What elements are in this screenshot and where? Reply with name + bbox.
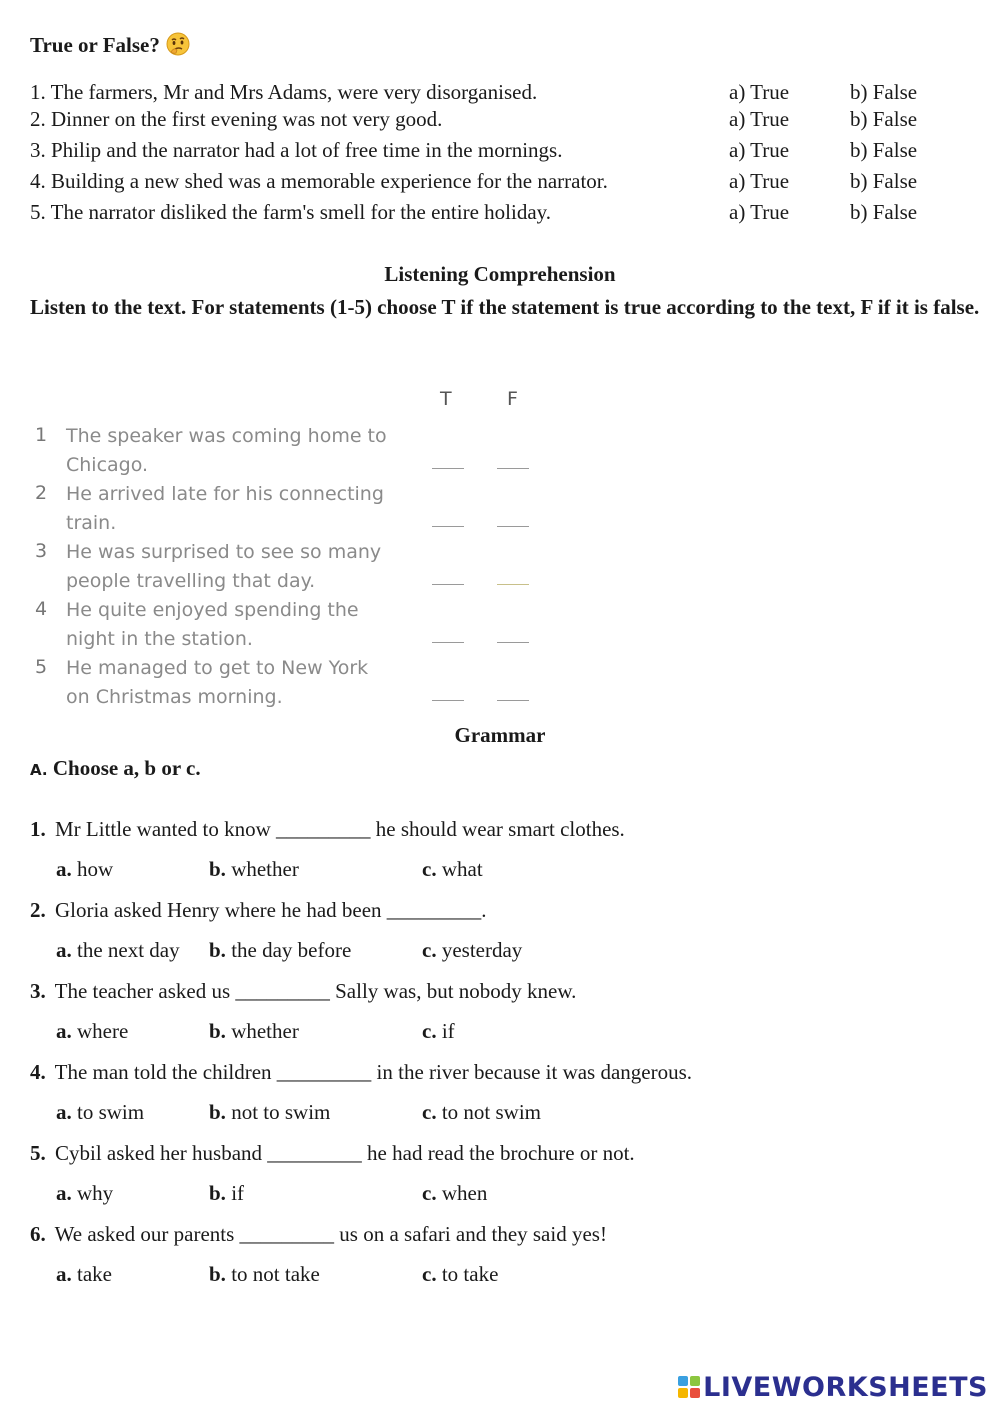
- tf-option-true[interactable]: a) True: [729, 107, 790, 131]
- grammar-question-5: [30, 1141, 635, 1166]
- tf-option-true[interactable]: a) True: [729, 138, 790, 162]
- liveworksheets-logo[interactable]: [678, 1372, 988, 1403]
- question-text: The man told the children _________ in the river because it was dangerous.: [54, 1060, 693, 1084]
- listening-title: Listening Comprehension: [384, 262, 616, 286]
- grammar-title: Grammar: [454, 723, 546, 747]
- tf-option-true[interactable]: a) True: [729, 169, 790, 193]
- option-c[interactable]: c. to take: [422, 1262, 499, 1286]
- question-number: 2.: [30, 898, 46, 922]
- question-text: Gloria asked Henry where he had been _________.: [55, 898, 487, 922]
- question-text: Cybil asked her husband _________ he had read the brochure or not.: [55, 1141, 635, 1165]
- option-c[interactable]: c. to not swim: [422, 1100, 542, 1124]
- lc-item-number: 2: [35, 482, 48, 504]
- tf-item-4: [30, 169, 970, 195]
- tf-option-false[interactable]: b) False: [850, 80, 918, 104]
- listening-instruction: Listen to the text. For statements (1-5) choose T if the statement is true according to the text, F if it is false.: [30, 295, 980, 319]
- option-c[interactable]: c. if: [422, 1019, 455, 1043]
- section-label: A.: [30, 761, 48, 779]
- question-number: 1.: [30, 817, 46, 841]
- thinking-face-icon: [166, 32, 190, 56]
- question-number: 3.: [30, 979, 46, 1003]
- option-c[interactable]: c. what: [422, 857, 483, 881]
- lc-item-number: 5: [35, 656, 48, 678]
- grammar-question-1: [30, 817, 625, 842]
- tf-item-5: [30, 200, 970, 226]
- option-b[interactable]: b. whether: [209, 857, 299, 881]
- tf-item-2: [30, 107, 970, 133]
- option-b[interactable]: b. to not take: [209, 1262, 320, 1286]
- tf-option-true[interactable]: a) True: [729, 80, 790, 104]
- grammar-question-2: [30, 898, 487, 923]
- option-b[interactable]: b. the day before: [209, 938, 352, 962]
- tf-option-false[interactable]: b) False: [850, 200, 918, 224]
- f-blank[interactable]: [497, 642, 529, 643]
- t-blank[interactable]: [432, 642, 464, 643]
- option-a[interactable]: a. how: [56, 857, 114, 881]
- lc-item-text: He quite enjoyed spending the night in the station.: [66, 599, 359, 650]
- grammar-question-4: [30, 1060, 692, 1085]
- tf-statement: 3. Philip and the narrator had a lot of free time in the mornings.: [30, 138, 563, 162]
- option-c[interactable]: c. when: [422, 1181, 488, 1205]
- column-header-t: T: [440, 388, 452, 410]
- question-number: 4.: [30, 1060, 46, 1084]
- lc-item-text: He was surprised to see so many people travelling that day.: [66, 541, 382, 592]
- f-blank[interactable]: [497, 584, 529, 585]
- question-text: Mr Little wanted to know _________ he should wear smart clothes.: [55, 817, 625, 841]
- lc-item-text: The speaker was coming home to Chicago.: [66, 425, 387, 476]
- question-number: 5.: [30, 1141, 46, 1165]
- option-a[interactable]: a. where: [56, 1019, 129, 1043]
- f-blank[interactable]: [497, 468, 529, 469]
- tf-item-1: [30, 80, 970, 106]
- tf-option-false[interactable]: b) False: [850, 138, 918, 162]
- tf-option-false[interactable]: b) False: [850, 169, 918, 193]
- lc-item-text: He managed to get to New York on Christmas morning.: [66, 657, 369, 708]
- option-c[interactable]: c. yesterday: [422, 938, 523, 962]
- f-blank[interactable]: [497, 526, 529, 527]
- tf-option-true[interactable]: a) True: [729, 200, 790, 224]
- grammar-section-heading: [30, 756, 201, 781]
- grammar-question-6: [30, 1222, 607, 1247]
- tf-item-3: [30, 138, 970, 164]
- column-header-f: F: [507, 388, 518, 410]
- lc-item-text: He arrived late for his connecting train.: [66, 483, 384, 534]
- tf-statement: 1. The farmers, Mr and Mrs Adams, were very disorganised.: [30, 80, 538, 104]
- t-blank[interactable]: [432, 700, 464, 701]
- section-instruction: Choose a, b or c.: [52, 756, 201, 780]
- question-number: 6.: [30, 1222, 46, 1246]
- option-b[interactable]: b. whether: [209, 1019, 299, 1043]
- true-false-title: True or False?: [30, 32, 190, 58]
- lc-item-number: 4: [35, 598, 48, 620]
- option-b[interactable]: b. if: [209, 1181, 245, 1205]
- tf-option-false[interactable]: b) False: [850, 107, 918, 131]
- question-text: The teacher asked us _________ Sally was, but nobody knew.: [54, 979, 577, 1003]
- tf-statement: 4. Building a new shed was a memorable experience for the narrator.: [30, 169, 608, 193]
- t-blank[interactable]: [432, 584, 464, 585]
- option-b[interactable]: b. not to swim: [209, 1100, 331, 1124]
- t-blank[interactable]: [432, 468, 464, 469]
- logo-text: LIVEWORKSHEETS: [703, 1372, 988, 1403]
- option-a[interactable]: a. to swim: [56, 1100, 145, 1124]
- grammar-question-3: [30, 979, 576, 1004]
- option-a[interactable]: a. the next day: [56, 938, 180, 962]
- t-blank[interactable]: [432, 526, 464, 527]
- f-blank[interactable]: [497, 700, 529, 701]
- tf-statement: 2. Dinner on the first evening was not very good.: [30, 107, 443, 131]
- lc-item-number: 1: [35, 424, 48, 446]
- option-a[interactable]: a. why: [56, 1181, 114, 1205]
- question-text: We asked our parents _________ us on a safari and they said yes!: [54, 1222, 607, 1246]
- option-a[interactable]: a. take: [56, 1262, 112, 1286]
- lc-item-number: 3: [35, 540, 48, 562]
- tf-statement: 5. The narrator disliked the farm's smell for the entire holiday.: [30, 200, 552, 224]
- liveworksheets-logo-icon: [678, 1376, 700, 1398]
